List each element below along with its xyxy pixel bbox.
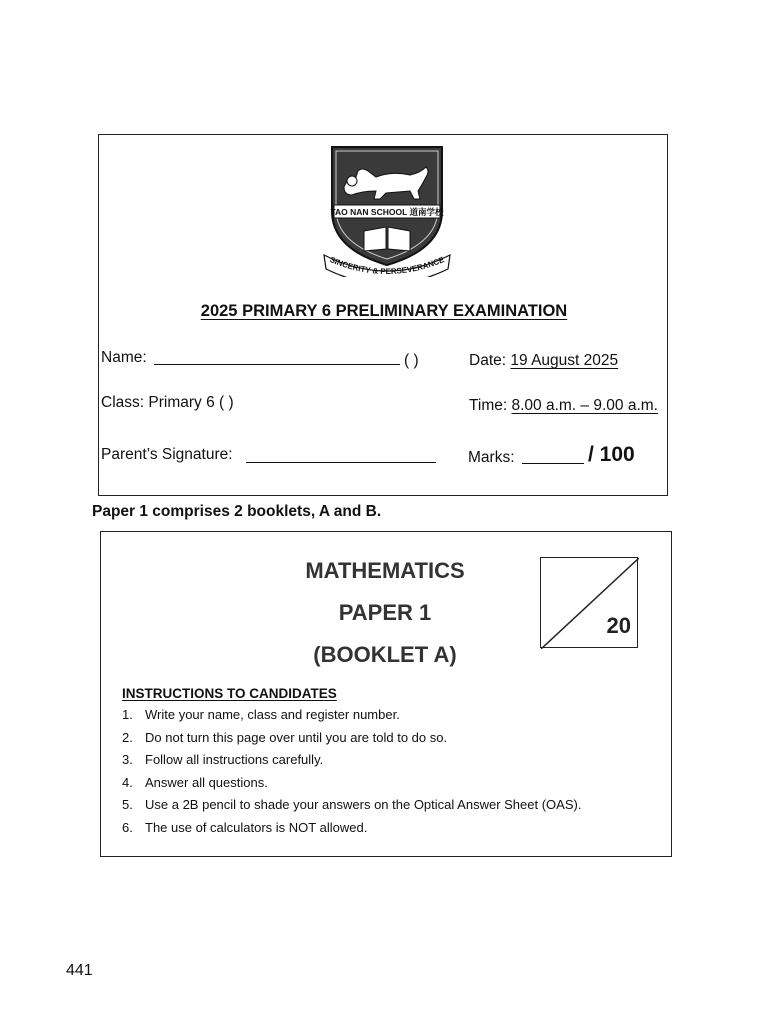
marks-total: / 100 [588,443,635,466]
signature-field[interactable] [246,462,436,463]
name-field[interactable] [154,364,400,365]
instruction-item: 4. Answer all questions. [122,774,268,790]
score-box[interactable] [540,557,638,648]
instructions-list [122,707,642,842]
date-label: Date: [469,352,507,369]
instructions-heading: INSTRUCTIONS TO CANDIDATES [122,686,337,701]
instruction-item: 2. Do not turn this page over until you are told to do so. [122,729,448,745]
class-field[interactable]: Class: Primary 6 ( ) [101,394,234,411]
instruction-item: 5. Use a 2B pencil to shade your answers on the Optical Answer Sheet (OAS). [122,797,582,812]
school-crest-logo [322,141,452,277]
crest-school-name: TAO NAN SCHOOL 道南学校 [330,207,444,217]
page-number: 441 [66,962,93,979]
signature-label: Parent’s Signature: [101,446,233,463]
register-number-field[interactable]: ( ) [404,352,419,369]
exam-title: 2025 PRIMARY 6 PRELIMINARY EXAMINATION [200,302,568,320]
date-value: 19 August 2025 [510,352,619,369]
paper-title: PAPER 1 [338,600,432,625]
crest-motto: SINCERITY & PERSEVERANCE [328,255,446,277]
subject-title: MATHEMATICS [305,558,465,583]
marks-field[interactable] [522,463,584,464]
time-label: Time: [469,397,508,414]
instruction-item: 3. Follow all instructions carefully. [122,752,324,767]
name-label: Name: [101,349,147,366]
booklet-title: (BOOKLET A) [313,642,457,667]
instruction-item: 6. The use of calculators is NOT allowed. [122,819,368,835]
instruction-item: 1. Write your name, class and register number. [122,707,400,722]
date-line [469,352,618,370]
time-line [469,397,658,415]
marks-label: Marks: [468,449,515,466]
time-value: 8.00 a.m. – 9.00 a.m. [511,397,658,414]
booklet-note: Paper 1 comprises 2 booklets, A and B. [92,503,382,520]
score-max: 20 [606,613,631,638]
